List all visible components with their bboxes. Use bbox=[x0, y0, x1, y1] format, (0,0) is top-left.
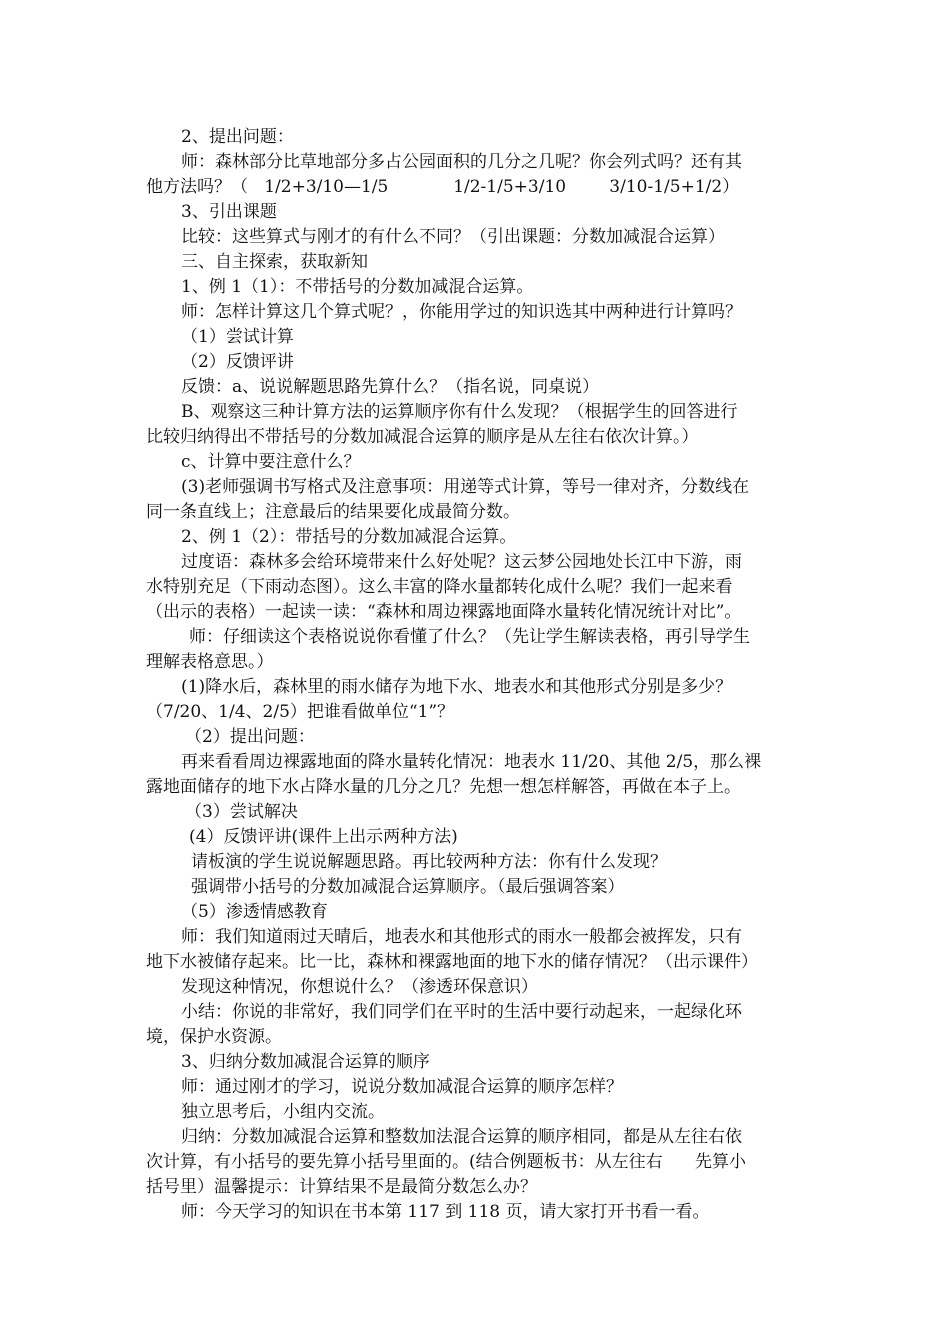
text-line: 强调带小括号的分数加减混合运算顺序。（最后强调答案） bbox=[191, 877, 625, 897]
text-line: 独立思考后，小组内交流。 bbox=[181, 1102, 385, 1122]
text-line: 比较：这些算式与刚才的有什么不同？（引出课题：分数加减混合运算） bbox=[181, 227, 725, 247]
text-line: 师：森林部分比草地部分多占公园面积的几分之几呢？你会列式吗？还有其 bbox=[181, 152, 742, 172]
text-line: 归纳：分数加减混合运算和整数加法混合运算的顺序相同，都是从左往右依 bbox=[181, 1127, 742, 1147]
text-line: 师：怎样计算这几个算式呢？，你能用学过的知识选其中两种进行计算吗？ bbox=[181, 302, 742, 322]
text-line: 露地面储存的地下水占降水量的几分之几？先想一想怎样解答，再做在本子上。 bbox=[146, 777, 741, 797]
text-line: （5）渗透情感教育 bbox=[181, 902, 328, 922]
text-line: 括号里）温馨提示：计算结果不是最简分数怎么办？ bbox=[146, 1177, 537, 1197]
text-line: 2、例 1（2）：带括号的分数加减混合运算。 bbox=[181, 527, 517, 547]
text-line: 他方法吗？（ 1/2+3/10—1/5 1/2-1/5+3/10 3/10-1/5+1/2） bbox=[146, 177, 740, 197]
text-line: 师：今天学习的知识在书本第 117 到 118 页，请大家打开书看一看。 bbox=[181, 1202, 710, 1222]
text-line: 境，保护水资源。 bbox=[146, 1027, 282, 1047]
text-line: 再来看看周边裸露地面的降水量转化情况：地表水 11/20、其他 2/5，那么裸 bbox=[181, 752, 762, 772]
text-line: 发现这种情况，你想说什么？（渗透环保意识） bbox=[181, 977, 538, 997]
text-line: （2）提出问题： bbox=[185, 727, 315, 747]
text-line: 师：通过刚才的学习，说说分数加减混合运算的顺序怎样？ bbox=[181, 1077, 623, 1097]
text-line: 师：仔细读这个表格说说你看懂了什么？（先让学生解读表格，再引导学生 bbox=[189, 627, 750, 647]
text-line: c、计算中要注意什么？ bbox=[181, 452, 361, 472]
text-line: 师：我们知道雨过天晴后，地表水和其他形式的雨水一般都会被挥发，只有 bbox=[181, 927, 742, 947]
text-line: 次计算，有小括号的要先算小括号里面的。(结合例题板书：从左往右 先算小 bbox=[146, 1152, 747, 1172]
text-line: （1）尝试计算 bbox=[181, 327, 294, 347]
text-line: 水特别充足（下雨动态图）。这么丰富的降水量都转化成什么呢？我们一起来看 bbox=[146, 577, 733, 597]
text-line: B、观察这三种计算方法的运算顺序你有什么发现？（根据学生的回答进行 bbox=[181, 402, 738, 422]
section-heading: 3、引出课题 bbox=[181, 202, 277, 222]
text-line: 理解表格意思。） bbox=[146, 652, 274, 672]
text-line: 1、例 1（1）：不带括号的分数加减混合运算。 bbox=[181, 277, 534, 297]
text-line: 过度语：森林多会给环境带来什么好处呢？这云梦公园地处长江中下游，雨 bbox=[181, 552, 742, 572]
text-line: （3）尝试解决 bbox=[185, 802, 298, 822]
text-line: （出示的表格）一起读一读：“森林和周边裸露地面降水量转化情况统计对比”。 bbox=[146, 602, 742, 622]
section-heading: 3、归纳分数加减混合运算的顺序 bbox=[181, 1052, 430, 1072]
text-line: (1)降水后，森林里的雨水储存为地下水、地表水和其他形式分别是多少？ bbox=[181, 677, 733, 697]
text-line: 小结：你说的非常好，我们同学们在平时的生活中要行动起来，一起绿化环 bbox=[181, 1002, 742, 1022]
text-line: 反馈：a、说说解题思路先算什么？（指名说，同桌说） bbox=[181, 377, 600, 397]
text-line: （7/20、1/4、2/5）把谁看做单位“1”？ bbox=[146, 702, 455, 722]
text-line: (3)老师强调书写格式及注意事项：用递等式计算，等号一律对齐，分数线在 bbox=[181, 477, 750, 497]
section-heading: 三、自主探索，获取新知 bbox=[181, 252, 368, 272]
text-line: 请板演的学生说说解题思路。再比较两种方法：你有什么发现？ bbox=[191, 852, 667, 872]
text-line: 同一条直线上；注意最后的结果要化成最简分数。 bbox=[146, 502, 520, 522]
text-line: 地下水被储存起来。比一比，森林和裸露地面的地下水的储存情况？（出示课件） bbox=[146, 952, 758, 972]
text-line: (4）反馈评讲(课件上出示两种方法) bbox=[189, 827, 458, 847]
text-line: 比较归纳得出不带括号的分数加减混合运算的顺序是从左往右依次计算。） bbox=[146, 427, 699, 447]
text-line: 2、提出问题： bbox=[181, 127, 294, 147]
text-line: （2）反馈评讲 bbox=[181, 352, 294, 372]
